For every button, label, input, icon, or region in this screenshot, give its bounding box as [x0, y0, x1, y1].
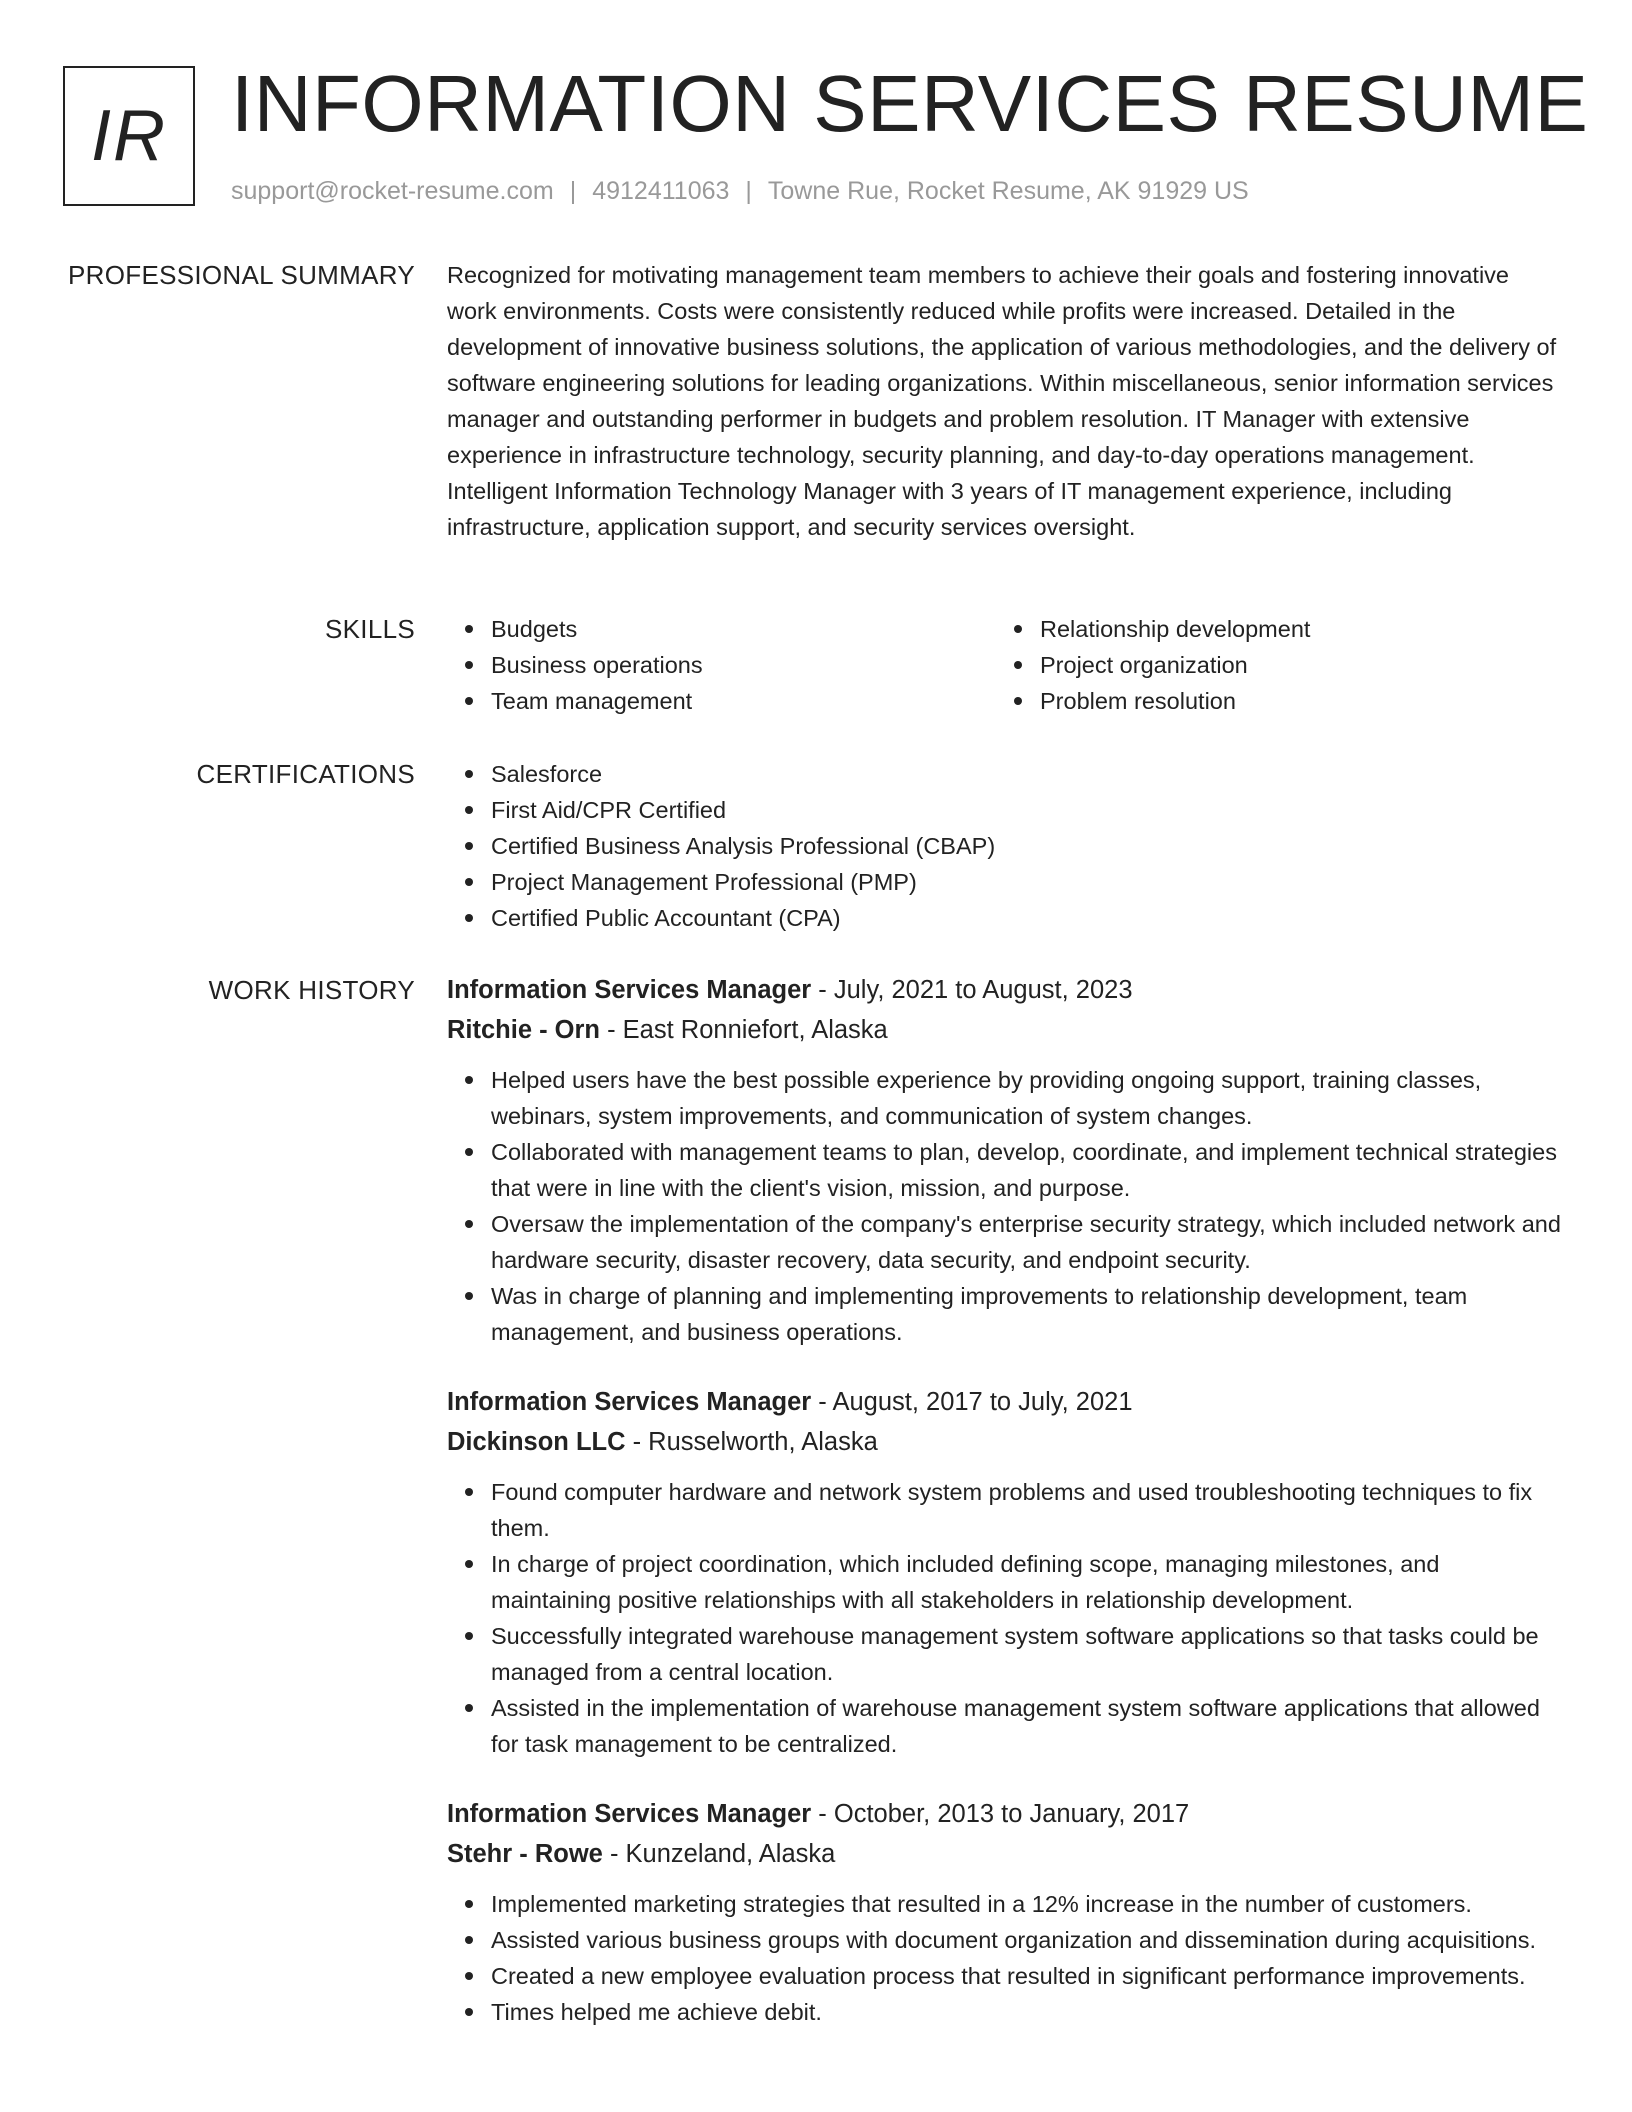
contact-email[interactable]: support@rocket-resume.com	[231, 177, 554, 205]
job-title-line	[447, 1794, 1565, 1834]
list-item: Assisted in the implementation of warehouse management system software applications that allowed for task management to be centralized.	[447, 1690, 1565, 1762]
list-item: Oversaw the implementation of the company's enterprise security strategy, which included network and hardware security, disaster recovery, data security, and endpoint security.	[447, 1206, 1565, 1278]
list-item: Certified Public Accountant (CPA)	[447, 900, 1565, 936]
section-label-summary: PROFESSIONAL SUMMARY	[68, 260, 415, 290]
list-item: Team management	[447, 683, 996, 719]
list-item: Budgets	[447, 611, 996, 647]
job-location: - Kunzeland, Alaska	[602, 1840, 836, 1868]
list-item: Salesforce	[447, 756, 1565, 792]
skills-list-left	[447, 611, 996, 719]
list-item: Created a new employee evaluation process that resulted in significant performance improvements.	[447, 1958, 1565, 1994]
list-item: Assisted various business groups with document organization and dissemination during acquisitions.	[447, 1922, 1565, 1958]
job-entry	[447, 970, 1565, 1350]
job-bullets	[447, 1062, 1565, 1350]
job-company: Stehr - Rowe	[447, 1840, 603, 1868]
contact-separator: |	[569, 177, 577, 205]
job-title: Information Services Manager	[447, 1388, 812, 1416]
summary-text: Recognized for motivating management team members to achieve their goals and fostering innovative work environments. Costs were consistently reduced while profits were increased. Detailed in the development of innovative business solutions, the application of various methodologies, and the delivery of software engineering solutions for leading organizations. Within miscellaneous, senior information services manager and outstanding performer in budgets and problem resolution. IT Manager with extensive experience in infrastructure technology, security planning, and day-to-day operations management. Intelligent Information Technology Manager with 3 years of IT management experience, including infrastructure, application support, and security services oversight.	[447, 262, 1557, 540]
contact-phone[interactable]: 4912411063	[592, 177, 730, 205]
job-location: - Russelworth, Alaska	[625, 1428, 878, 1456]
job-entry	[447, 1794, 1565, 2030]
list-item: Relationship development	[996, 611, 1545, 647]
certifications-body	[447, 756, 1565, 936]
job-title: Information Services Manager	[447, 1800, 812, 1828]
job-dates: - October, 2013 to January, 2017	[811, 1800, 1190, 1828]
job-dates: - August, 2017 to July, 2021	[811, 1388, 1133, 1416]
job-bullets	[447, 1474, 1565, 1762]
contact-address: Towne Rue, Rocket Resume, AK 91929 US	[767, 177, 1249, 205]
list-item: Found computer hardware and network system problems and used troubleshooting techniques to fix them.	[447, 1474, 1565, 1546]
list-item: Project organization	[996, 647, 1545, 683]
job-company-line	[447, 1422, 1565, 1462]
skills-list-right	[996, 611, 1545, 719]
list-item: Implemented marketing strategies that resulted in a 12% increase in the number of customers.	[447, 1886, 1565, 1922]
summary-body	[447, 257, 1565, 545]
job-bullets	[447, 1886, 1565, 2030]
section-label-certifications: CERTIFICATIONS	[196, 759, 415, 789]
list-item: Problem resolution	[996, 683, 1545, 719]
skills-grid	[447, 611, 1565, 719]
job-company-line	[447, 1834, 1565, 1874]
job-company: Ritchie - Orn	[447, 1016, 601, 1044]
contact-line	[231, 174, 1249, 208]
contact-separator: |	[745, 177, 752, 205]
job-location: - East Ronniefort, Alaska	[600, 1016, 888, 1044]
section-label-work-history: WORK HISTORY	[208, 975, 415, 1005]
list-item: Helped users have the best possible experience by providing ongoing support, training classes, webinars, system improvements, and communication of system changes.	[447, 1062, 1565, 1134]
list-item: Times helped me achieve debit.	[447, 1994, 1565, 2030]
list-item: Project Management Professional (PMP)	[447, 864, 1565, 900]
job-company-line	[447, 1010, 1565, 1050]
certifications-list	[447, 756, 1565, 936]
job-title-line	[447, 970, 1565, 1010]
list-item: Business operations	[447, 647, 996, 683]
job-dates: - July, 2021 to August, 2023	[811, 976, 1133, 1004]
job-title: Information Services Manager	[447, 976, 812, 1004]
list-item: In charge of project coordination, which included defining scope, managing milestones, and maintaining positive relationships with all stakeholders in relationship development.	[447, 1546, 1565, 1618]
job-title-line	[447, 1382, 1565, 1422]
list-item: Was in charge of planning and implementing improvements to relationship development, team management, and business operations.	[447, 1278, 1565, 1350]
monogram-logo: IR	[63, 66, 195, 206]
work-history-body	[447, 970, 1565, 2062]
list-item: Certified Business Analysis Professional (CBAP)	[447, 828, 1565, 864]
section-label-skills: SKILLS	[325, 614, 415, 644]
list-item: First Aid/CPR Certified	[447, 792, 1565, 828]
list-item: Successfully integrated warehouse management system software applications so that tasks could be managed from a central location.	[447, 1618, 1565, 1690]
job-entry	[447, 1382, 1565, 1762]
list-item: Collaborated with management teams to plan, develop, coordinate, and implement technical strategies that were in line with the client's vision, mission, and purpose.	[447, 1134, 1565, 1206]
job-company: Dickinson LLC	[447, 1428, 626, 1456]
page-title: INFORMATION SERVICES RESUME	[231, 59, 1589, 148]
